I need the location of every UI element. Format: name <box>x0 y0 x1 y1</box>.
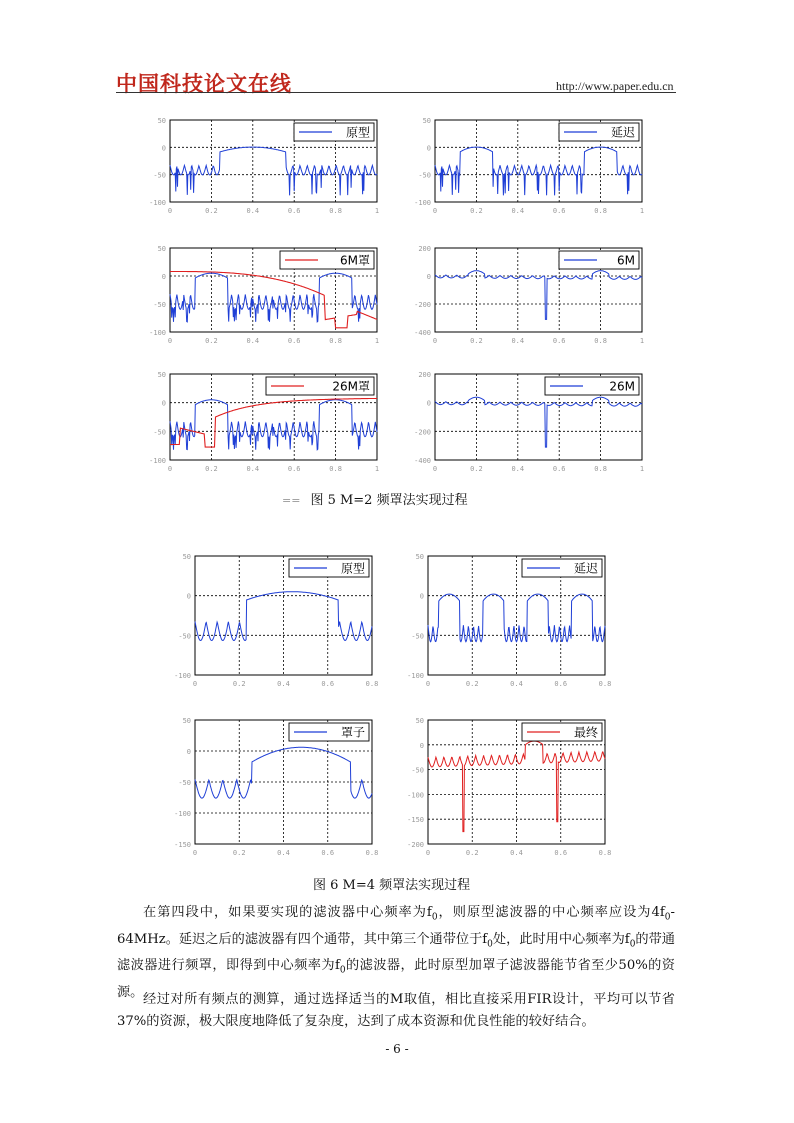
x-tick-label: 0.6 <box>287 337 301 345</box>
x-tick-label: 0.2 <box>470 207 483 215</box>
y-tick-label: -50 <box>153 428 166 437</box>
x-tick-label: 0.4 <box>246 465 260 473</box>
x-tick-label: 0.2 <box>205 337 218 345</box>
x-tick-label: 0.8 <box>594 207 607 215</box>
y-tick-label: -50 <box>178 632 191 641</box>
y-tick-label: -100 <box>149 329 166 337</box>
x-tick-label: 0.6 <box>321 680 335 688</box>
legend-label: 26M罩 <box>332 379 370 394</box>
x-tick-label: 0.8 <box>329 207 342 215</box>
y-tick-label: 50 <box>157 371 166 379</box>
y-tick-label: 0 <box>419 741 424 750</box>
fig6-panel-mask <box>165 712 380 862</box>
x-tick-label: 0 <box>432 207 438 215</box>
x-tick-label: 0.6 <box>287 465 301 473</box>
y-tick-label: 50 <box>415 717 424 725</box>
x-tick-label: 0 <box>167 465 173 473</box>
legend-label: 延迟 <box>610 125 635 140</box>
fig5-panel-26m <box>405 366 650 478</box>
x-tick-label: 0.8 <box>365 849 379 857</box>
x-tick-label: 0.4 <box>510 849 523 857</box>
y-tick-label: 0 <box>426 399 431 408</box>
header-rule <box>116 92 676 93</box>
x-tick-label: 0.8 <box>598 680 612 688</box>
y-tick-label: -50 <box>418 171 431 180</box>
fig5-panel-26m-mask <box>140 366 385 478</box>
y-tick-label: -50 <box>153 171 166 180</box>
x-tick-label: 0.4 <box>511 207 525 215</box>
x-tick-label: 0.2 <box>465 680 479 688</box>
x-tick-label: 0 <box>432 337 438 345</box>
p1-text-e: 的带通滤波器进行频罩，即得到中心频率为f <box>117 931 675 974</box>
y-tick-label: 200 <box>418 371 431 379</box>
figure5-caption <box>282 489 468 508</box>
fig6-panel-prototype <box>165 548 380 693</box>
p1-sub-5: 0 <box>339 965 346 976</box>
x-tick-label: 0.4 <box>246 207 260 215</box>
x-tick-label: 0 <box>167 337 173 345</box>
fig5-panel-6m-mask <box>140 240 385 350</box>
y-tick-label: -100 <box>414 199 431 207</box>
x-tick-label: 0 <box>425 680 431 688</box>
y-tick-label: -50 <box>153 301 166 309</box>
x-tick-label: 0.8 <box>329 337 342 345</box>
y-tick-label: -200 <box>407 841 424 849</box>
x-tick-label: 1 <box>374 207 380 215</box>
fig5-panel-6m <box>405 240 650 350</box>
y-tick-label: -200 <box>414 301 431 309</box>
x-tick-label: 0.6 <box>552 207 566 215</box>
x-tick-label: 0.2 <box>470 337 483 345</box>
x-tick-label: 0.2 <box>232 849 246 857</box>
x-tick-label: 0.2 <box>232 680 246 688</box>
fig6-panel-final <box>398 712 613 862</box>
figure5-caption-prefix: == <box>282 494 301 507</box>
p1-sub-2: 0 <box>664 912 671 923</box>
y-tick-label: -50 <box>178 779 191 787</box>
x-tick-label: 0 <box>432 465 438 473</box>
y-tick-label: -150 <box>174 841 191 849</box>
y-tick-label: 200 <box>418 245 431 253</box>
figure6-caption: 图 6 M=4 频罩法实现过程 <box>313 878 471 893</box>
legend-label: 罩子 <box>340 725 365 740</box>
y-tick-label: 0 <box>419 592 424 601</box>
x-tick-label: 0 <box>167 207 173 215</box>
y-tick-label: -150 <box>407 816 424 825</box>
y-tick-label: 0 <box>161 144 166 153</box>
y-tick-label: -100 <box>174 810 191 818</box>
x-tick-label: 0.4 <box>511 465 525 473</box>
y-tick-label: -100 <box>149 457 166 465</box>
header-url[interactable]: http://www.paper.edu.cn <box>556 79 674 93</box>
x-tick-label: 0.8 <box>594 337 607 345</box>
y-tick-label: -50 <box>411 766 424 775</box>
y-tick-label: 0 <box>426 144 431 153</box>
x-tick-label: 1 <box>374 465 380 473</box>
p1-text-c: -64MHz。延迟之后的滤波器有四个通带，其中第三个通带位于f <box>117 905 675 947</box>
x-tick-label: 0.2 <box>205 207 218 215</box>
p1-text-b: ，则原型滤波器的中心频率应设为4f <box>437 905 665 920</box>
y-tick-label: -400 <box>414 329 431 337</box>
legend-label: 6M <box>617 253 635 268</box>
x-tick-label: 1 <box>639 207 645 215</box>
p1-sub-3: 0 <box>487 939 493 950</box>
x-tick-label: 0.6 <box>554 849 568 857</box>
legend-label: 最终 <box>573 725 598 740</box>
fig5-panel-prototype <box>140 112 385 220</box>
x-tick-label: 1 <box>639 337 645 345</box>
x-tick-label: 0.4 <box>277 680 290 688</box>
x-tick-label: 0.6 <box>552 465 566 473</box>
legend-label: 6M罩 <box>340 253 370 268</box>
y-tick-label: 50 <box>157 117 166 125</box>
x-tick-label: 0.4 <box>511 337 525 345</box>
p1-text-f: 的滤波器，此时原型加罩子滤波器能节省至少50%的资源。 <box>117 958 675 1000</box>
y-tick-label: -100 <box>149 199 166 207</box>
y-tick-label: -400 <box>414 457 431 465</box>
x-tick-label: 0.4 <box>510 680 523 688</box>
x-tick-label: 1 <box>639 465 645 473</box>
y-tick-label: 50 <box>415 553 424 561</box>
p1-sub-1: 0 <box>431 912 438 923</box>
p1-sub-4: 0 <box>629 939 636 950</box>
y-tick-label: 0 <box>186 748 191 756</box>
p1-text-a: 在第四段中，如果要实现的滤波器中心频率为f <box>143 905 432 920</box>
body-paragraph-2: 经过对所有频点的测算，通过选择适当的M取值，相比直接采用FIR设计，平均可以节省37%的资源，极大限度地降低了复杂度，达到了成本资源和优良性能的较好结合。 <box>117 992 675 1029</box>
x-tick-label: 0.6 <box>552 337 566 345</box>
fig6-panel-delay <box>398 548 613 693</box>
x-tick-label: 0.8 <box>329 465 342 473</box>
y-tick-label: 50 <box>422 117 431 125</box>
y-tick-label: -100 <box>174 672 191 680</box>
y-tick-label: -50 <box>411 632 424 641</box>
legend-label: 延迟 <box>573 561 598 576</box>
x-tick-label: 0 <box>425 849 431 857</box>
y-tick-label: 50 <box>182 717 191 725</box>
x-tick-label: 1 <box>374 337 380 345</box>
x-tick-label: 0 <box>192 849 198 857</box>
y-tick-label: -100 <box>407 672 424 680</box>
y-tick-label: -100 <box>407 791 424 800</box>
x-tick-label: 0.2 <box>205 465 218 473</box>
x-tick-label: 0.8 <box>598 849 612 857</box>
x-tick-label: 0.2 <box>465 849 479 857</box>
page-number: - 6 - <box>385 1042 409 1056</box>
y-tick-label: 50 <box>182 553 191 561</box>
legend-label: 26M <box>609 379 635 394</box>
x-tick-label: 0.6 <box>287 207 301 215</box>
y-tick-label: -200 <box>414 428 431 437</box>
y-tick-label: 0 <box>161 273 166 281</box>
x-tick-label: 0.8 <box>365 680 379 688</box>
x-tick-label: 0.4 <box>277 849 290 857</box>
x-tick-label: 0 <box>192 680 198 688</box>
x-tick-label: 0.6 <box>321 849 335 857</box>
y-tick-label: 0 <box>186 592 191 601</box>
y-tick-label: 50 <box>157 245 166 253</box>
x-tick-label: 0.2 <box>470 465 483 473</box>
x-tick-label: 0.4 <box>246 337 260 345</box>
legend-label: 原型 <box>345 125 370 140</box>
header-logo: 中国科技论文在线 <box>116 72 292 96</box>
x-tick-label: 0.6 <box>554 680 568 688</box>
y-tick-label: 0 <box>161 399 166 408</box>
x-tick-label: 0.8 <box>594 465 607 473</box>
p1-text-d: 处，此时用中心频率为f <box>492 931 630 947</box>
y-tick-label: 0 <box>426 273 431 281</box>
figure5-caption-text: 图 5 M=2 频罩法实现过程 <box>310 493 468 508</box>
fig5-panel-delay <box>405 112 650 220</box>
legend-label: 原型 <box>340 561 365 576</box>
